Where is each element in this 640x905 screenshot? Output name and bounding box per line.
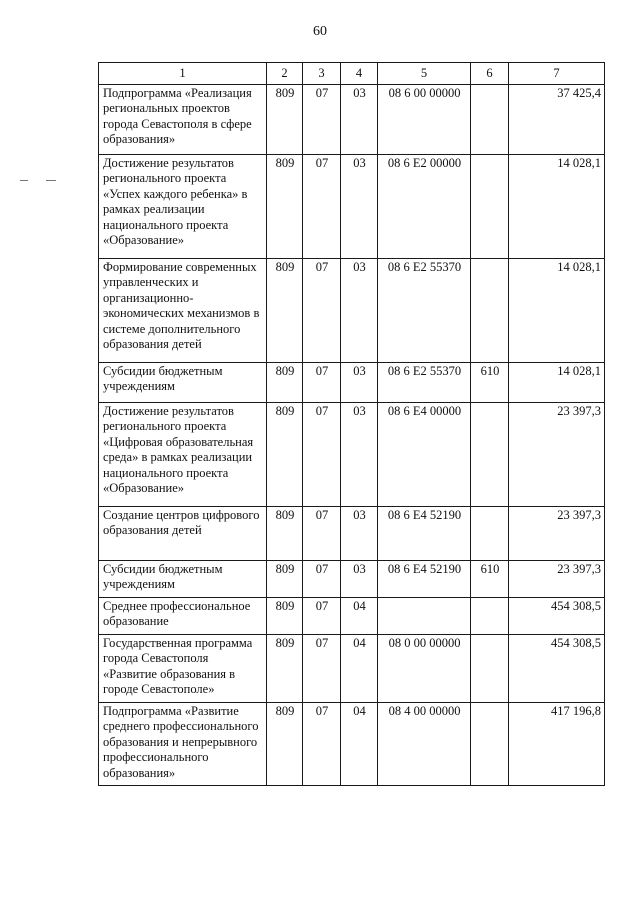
- expense-type-code: [471, 597, 509, 634]
- ministry-code: 809: [267, 362, 303, 402]
- table-row: [99, 84, 605, 154]
- table-row: [99, 154, 605, 258]
- ministry-code: 809: [267, 154, 303, 258]
- section-code: 07: [303, 597, 341, 634]
- budget-table: [98, 62, 605, 786]
- table-row: [99, 560, 605, 597]
- table-row: [99, 362, 605, 402]
- ministry-code: 809: [267, 702, 303, 786]
- expense-type-code: [471, 702, 509, 786]
- table-row: [99, 597, 605, 634]
- ministry-code: 809: [267, 506, 303, 560]
- col-header-6: 6: [471, 63, 509, 85]
- amount: 14 028,1: [509, 154, 605, 258]
- section-code: 07: [303, 402, 341, 506]
- section-code: 07: [303, 560, 341, 597]
- row-name: Субсидии бюджетным учреждениям: [99, 560, 267, 597]
- target-article-code: 08 4 00 00000: [378, 702, 471, 786]
- page-number: 60: [313, 24, 327, 39]
- row-name: Формирование современных управленческих и организационно-экономических механизмов в системе дополнительного образования детей: [99, 258, 267, 362]
- amount: 23 397,3: [509, 560, 605, 597]
- amount: 454 308,5: [509, 597, 605, 634]
- ministry-code: 809: [267, 597, 303, 634]
- expense-type-code: [471, 84, 509, 154]
- subsection-code: 03: [341, 154, 378, 258]
- section-code: 07: [303, 258, 341, 362]
- expense-type-code: [471, 634, 509, 702]
- target-article-code: 08 6 Е4 52190: [378, 506, 471, 560]
- subsection-code: 03: [341, 258, 378, 362]
- target-article-code: 08 6 Е2 55370: [378, 362, 471, 402]
- target-article-code: 08 6 00 00000: [378, 84, 471, 154]
- expense-type-code: [471, 402, 509, 506]
- scan-mark: [46, 180, 56, 181]
- row-name: Достижение результатов регионального проекта «Цифровая образовательная среда» в рамках реализации национального проекта «Образование»: [99, 402, 267, 506]
- subsection-code: 04: [341, 634, 378, 702]
- row-name: Создание центров цифрового образования детей: [99, 506, 267, 560]
- target-article-code: 08 6 Е4 52190: [378, 560, 471, 597]
- subsection-code: 04: [341, 702, 378, 786]
- target-article-code: 08 6 Е2 55370: [378, 258, 471, 362]
- target-article-code: 08 6 Е2 00000: [378, 154, 471, 258]
- row-name: Достижение результатов регионального проекта «Успех каждого ребенка» в рамках реализации национального проекта «Образование»: [99, 154, 267, 258]
- table-row: [99, 702, 605, 786]
- table-row: [99, 506, 605, 560]
- section-code: 07: [303, 702, 341, 786]
- section-code: 07: [303, 154, 341, 258]
- expense-type-code: [471, 154, 509, 258]
- expense-type-code: [471, 258, 509, 362]
- expense-type-code: 610: [471, 560, 509, 597]
- col-header-1: 1: [99, 63, 267, 85]
- target-article-code: 08 6 Е4 00000: [378, 402, 471, 506]
- expense-type-code: [471, 506, 509, 560]
- subsection-code: 03: [341, 506, 378, 560]
- ministry-code: 809: [267, 258, 303, 362]
- col-header-2: 2: [267, 63, 303, 85]
- amount: 14 028,1: [509, 362, 605, 402]
- section-code: 07: [303, 362, 341, 402]
- col-header-5: 5: [378, 63, 471, 85]
- ministry-code: 809: [267, 560, 303, 597]
- amount: 417 196,8: [509, 702, 605, 786]
- ministry-code: 809: [267, 634, 303, 702]
- scan-mark: [20, 180, 28, 181]
- row-name: Подпрограмма «Реализация региональных проектов города Севастополя в сфере образования»: [99, 84, 267, 154]
- row-name: Субсидии бюджетным учреждениям: [99, 362, 267, 402]
- ministry-code: 809: [267, 84, 303, 154]
- amount: 454 308,5: [509, 634, 605, 702]
- amount: 37 425,4: [509, 84, 605, 154]
- subsection-code: 03: [341, 362, 378, 402]
- amount: 23 397,3: [509, 506, 605, 560]
- row-name: Среднее профессиональное образование: [99, 597, 267, 634]
- amount: 23 397,3: [509, 402, 605, 506]
- target-article-code: 08 0 00 00000: [378, 634, 471, 702]
- expense-type-code: 610: [471, 362, 509, 402]
- row-name: Подпрограмма «Развитие среднего профессионального образования и непрерывного профессионального образования»: [99, 702, 267, 786]
- row-name: Государственная программа города Севастополя «Развитие образования в городе Севастополе»: [99, 634, 267, 702]
- subsection-code: 03: [341, 402, 378, 506]
- subsection-code: 04: [341, 597, 378, 634]
- table-row: [99, 402, 605, 506]
- header-row: [99, 63, 605, 85]
- ministry-code: 809: [267, 402, 303, 506]
- table-row: [99, 634, 605, 702]
- subsection-code: 03: [341, 560, 378, 597]
- col-header-7: 7: [509, 63, 605, 85]
- amount: 14 028,1: [509, 258, 605, 362]
- target-article-code: [378, 597, 471, 634]
- table-row: [99, 258, 605, 362]
- section-code: 07: [303, 84, 341, 154]
- col-header-4: 4: [341, 63, 378, 85]
- subsection-code: 03: [341, 84, 378, 154]
- col-header-3: 3: [303, 63, 341, 85]
- section-code: 07: [303, 506, 341, 560]
- section-code: 07: [303, 634, 341, 702]
